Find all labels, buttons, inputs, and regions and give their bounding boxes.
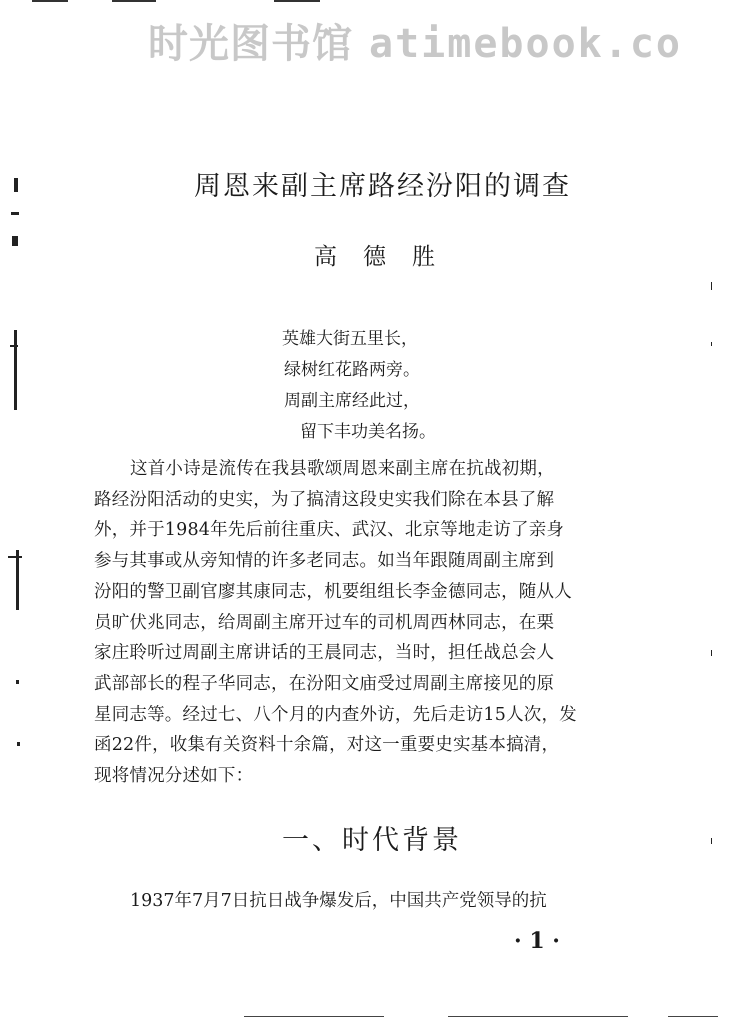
scan-mark xyxy=(711,282,712,290)
poem-line: 周副主席经此过， xyxy=(284,391,420,411)
continuation-line: 1937年7月7日抗日战争爆发后，中国共产党领导的抗 xyxy=(130,891,547,911)
scan-mark xyxy=(10,345,18,347)
scan-mark xyxy=(16,550,19,610)
paragraph-line: 现将情况分述如下： xyxy=(94,766,254,787)
scan-mark xyxy=(14,330,17,410)
body-paragraph xyxy=(94,454,642,792)
top-rule-left xyxy=(32,0,68,2)
poem xyxy=(282,324,436,448)
paragraph-line: 武部部长的程子华同志，在汾阳文庙受过周副主席接见的原 xyxy=(94,673,555,694)
top-rule-middle xyxy=(112,0,156,2)
scan-mark xyxy=(8,556,22,558)
paragraph-line: 星同志等。经过七、八个月的内查外访，先后走访15人次，发 xyxy=(94,704,577,725)
bottom-rule xyxy=(244,1016,384,1017)
paragraph-line: 员旷伏兆同志，给周副主席开过车的司机周西林同志，在栗 xyxy=(94,612,555,633)
scan-mark xyxy=(711,838,712,844)
watermark-brand: 时光图书馆 xyxy=(148,21,353,67)
bottom-rule xyxy=(668,1016,718,1017)
section-heading: 一、时代背景 xyxy=(282,825,462,856)
paragraph-line: 路经汾阳活动的史实，为了搞清这段史实我们除在本县了解 xyxy=(94,489,555,510)
poem-line: 留下丰功美名扬。 xyxy=(300,422,436,442)
watermark-url: atimebook.co xyxy=(369,21,682,67)
paragraph-line: 这首小诗是流传在我县歌颂周恩来副主席在抗战初期， xyxy=(130,459,555,479)
scan-mark xyxy=(16,680,19,684)
bottom-rule xyxy=(448,1016,628,1017)
paragraph-line: 外，并于1984年先后前往重庆、武汉、北京等地走访了亲身 xyxy=(94,520,565,541)
scan-mark xyxy=(11,212,19,215)
scan-mark xyxy=(711,650,712,656)
author-name: 高德胜 xyxy=(314,244,461,270)
paragraph-line: 函22件，收集有关资料十余篇，对这一重要史实基本搞清， xyxy=(94,735,560,756)
top-rule-right xyxy=(274,0,320,2)
scan-mark xyxy=(17,742,20,746)
page-number: · 1 · xyxy=(514,928,560,954)
paragraph-line: 汾阳的警卫副官廖其康同志，机要组组长李金德同志，随从人 xyxy=(94,581,572,602)
paragraph-line: 家庄聆听过周副主席讲话的王晨同志，当时，担任战总会人 xyxy=(94,643,555,664)
scan-mark xyxy=(711,342,712,346)
document-title: 周恩来副主席路经汾阳的调查 xyxy=(194,171,571,202)
watermark xyxy=(148,12,682,69)
poem-line: 绿树红花路两旁。 xyxy=(284,360,420,380)
paragraph-line: 参与其事或从旁知情的许多老同志。如当年跟随周副主席到 xyxy=(94,551,555,572)
poem-line: 英雄大街五里长， xyxy=(282,329,418,349)
